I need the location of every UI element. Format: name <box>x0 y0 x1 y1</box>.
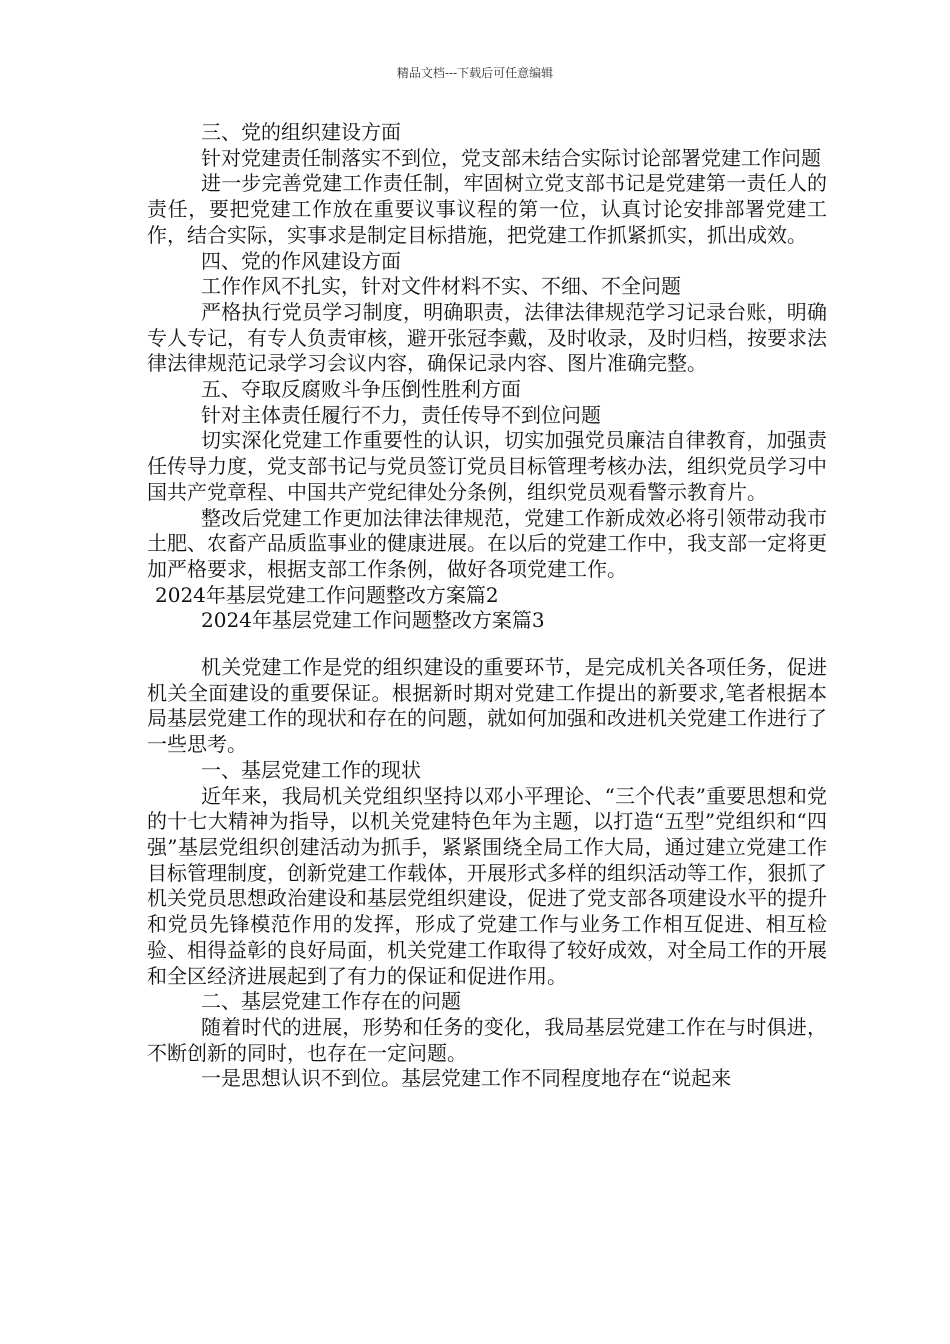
section-heading-4: 四、党的作风建设方面 <box>201 248 401 273</box>
issue-paragraph-3: 针对党建责任制落实不到位，党支部未结合实际讨论部署党建工作问题 <box>201 145 821 170</box>
page-header: 精品文档---下载后可任意编辑 <box>396 66 554 80</box>
section-heading-3: 三、党的组织建设方面 <box>201 120 401 144</box>
point-one-paragraph: 一是思想认识不到位。基层党建工作不同程度地存在“说起来 <box>201 1066 732 1091</box>
article-title-2: 2024年基层党建工作问题整改方案篇2 <box>155 582 499 607</box>
subheading-problems: 二、基层党建工作存在的问题 <box>201 989 461 1014</box>
issue-paragraph-4: 工作作风不扎实，针对文件材料不实、不细、不全问题 <box>201 274 681 299</box>
article-title-3: 2024年基层党建工作问题整改方案篇3 <box>201 608 545 633</box>
measure-paragraph-5: 切实深化党建工作重要性的认识，切实加强党员廉洁自律教育，加强责任传导力度，党支部书记与党员签订党员目标管理考核办法，组织党员学习中国共产党章程、中国共产党纪律处分条例，组织党员观看警示教育片。 <box>147 428 827 504</box>
blank-line <box>147 634 827 655</box>
issue-paragraph-5: 针对主体责任履行不力，责任传导不到位问题 <box>201 402 601 427</box>
section-heading-5: 五、夺取反腐败斗争压倒性胜利方面 <box>201 377 521 402</box>
problems-paragraph: 随着时代的进展，形势和任务的变化，我局基层党建工作在与时俱进，不断创新的同时，也存在一定问题。 <box>147 1014 827 1065</box>
summary-paragraph: 整改后党建工作更加法律法律规范，党建工作新成效必将引领带动我市土肥、农畜产品质监事业的健康进展。在以后的党建工作中，我支部一定将更加严格要求，根据支部工作条例，做好各项党建工作。 <box>147 505 827 581</box>
status-paragraph: 近年来，我局机关党组织坚持以邓小平理论、“三个代表”重要思想和党的十七大精神为指导，以机关党建特色年为主题，以打造“五型”党组织和“四强”基层党组织创建活动为抓手，紧紧围绕全局工作大局，通过建立党建工作目标管理制度，创新党建工作载体，开展形式多样的组织活动等工作，狠抓了机关党员思想政治建设和基层党组织建设，促进了党支部各项建设水平的提升和党员先锋模范作用的发挥，形成了党建工作与业务工作相互促进、相互检验、相得益彰的良好局面，机关党建工作取得了较好成效，对全局工作的开展和全区经济进展起到了有力的保证和促进作用。 <box>147 783 827 988</box>
document-body <box>147 120 827 1092</box>
subheading-status: 一、基层党建工作的现状 <box>201 757 421 782</box>
intro-paragraph: 机关党建工作是党的组织建设的重要环节，是完成机关各项任务，促进机关全面建设的重要保证。根据新时期对党建工作提出的新要求,笔者根据本局基层党建工作的现状和存在的问题，就如何加强和改进机关党建工作进行了一些思考。 <box>147 655 827 757</box>
measure-paragraph-4: 严格执行党员学习制度，明确职责，法律法律规范学习记录台账，明确专人专记，有专人负责审核，避开张冠李戴，及时收录，及时归档，按要求法律法律规范记录学习会议内容，确保记录内容、图片准确完整。 <box>147 299 827 376</box>
measure-paragraph-3: 进一步完善党建工作责任制，牢固树立党支部书记是党建第一责任人的责任，要把党建工作放在重要议事议程的第一位，认真讨论安排部署党建工作，结合实际，实事求是制定目标措施，把党建工作抓紧抓实，抓出成效。 <box>147 171 827 247</box>
